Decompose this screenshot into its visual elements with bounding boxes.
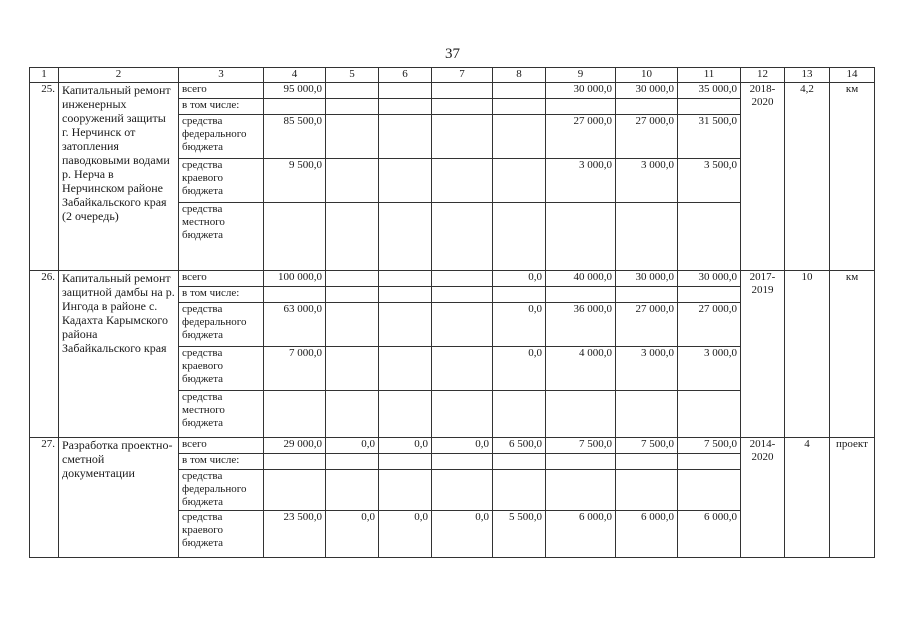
amount-cell <box>678 470 741 511</box>
amount-cell: 30 000,0 <box>616 83 678 99</box>
header-cell: 7 <box>432 68 493 83</box>
amount-cell: 31 500,0 <box>678 115 741 159</box>
funding-source-label: средства федерального бюджета <box>179 303 264 347</box>
amount-cell <box>432 115 493 159</box>
amount-cell <box>432 203 493 271</box>
amount-cell: 30 000,0 <box>616 271 678 287</box>
amount-cell: 0,0 <box>493 303 546 347</box>
funding-source-label: всего <box>179 438 264 454</box>
amount-cell: 85 500,0 <box>264 115 326 159</box>
amount-cell <box>264 203 326 271</box>
funding-source-label: средства местного бюджета <box>179 203 264 271</box>
amount-cell <box>379 203 432 271</box>
amount-cell <box>326 271 379 287</box>
header-cell: 1 <box>30 68 59 83</box>
table-row <box>30 438 875 454</box>
header-cell: 11 <box>678 68 741 83</box>
item-number: 27. <box>30 438 59 558</box>
amount-cell: 7 500,0 <box>616 438 678 454</box>
amount-cell <box>379 159 432 203</box>
amount-cell: 40 000,0 <box>546 271 616 287</box>
item-name: Капитальный ремонт инженерных сооружений защиты г. Нерчинск от затопления паводковыми водами р. Нерча в Нерчинском районе Забайкальского края (2 очередь) <box>59 83 179 271</box>
amount-cell: 0,0 <box>379 511 432 558</box>
amount-cell <box>493 203 546 271</box>
table-body <box>30 68 875 558</box>
amount-cell: 5 500,0 <box>493 511 546 558</box>
page-number: 37 <box>445 46 460 62</box>
header-cell: 12 <box>741 68 785 83</box>
amount-cell <box>379 347 432 391</box>
amount-cell: 0,0 <box>432 438 493 454</box>
amount-cell <box>326 347 379 391</box>
amount-cell <box>493 83 546 99</box>
amount-cell <box>546 470 616 511</box>
item-unit: км <box>830 83 875 271</box>
amount-cell <box>379 83 432 99</box>
amount-cell <box>432 287 493 303</box>
amount-cell: 27 000,0 <box>546 115 616 159</box>
amount-cell <box>546 287 616 303</box>
amount-cell <box>326 287 379 303</box>
amount-cell: 3 500,0 <box>678 159 741 203</box>
amount-cell <box>678 454 741 470</box>
amount-cell <box>616 391 678 438</box>
amount-cell: 27 000,0 <box>616 303 678 347</box>
funding-source-label: в том числе: <box>179 287 264 303</box>
item-period: 2017- 2019 <box>741 271 785 438</box>
funding-source-label: средства краевого бюджета <box>179 511 264 558</box>
amount-cell: 30 000,0 <box>546 83 616 99</box>
amount-cell <box>493 159 546 203</box>
funding-source-label: средства краевого бюджета <box>179 159 264 203</box>
item-unit: проект <box>830 438 875 558</box>
amount-cell <box>546 203 616 271</box>
amount-cell <box>432 99 493 115</box>
funding-source-label: средства краевого бюджета <box>179 347 264 391</box>
amount-cell: 0,0 <box>379 438 432 454</box>
item-quantity: 10 <box>785 271 830 438</box>
amount-cell: 0,0 <box>432 511 493 558</box>
amount-cell <box>379 271 432 287</box>
amount-cell: 0,0 <box>493 347 546 391</box>
amount-cell <box>432 391 493 438</box>
header-cell: 4 <box>264 68 326 83</box>
header-cell: 10 <box>616 68 678 83</box>
header-cell: 8 <box>493 68 546 83</box>
amount-cell: 7 500,0 <box>546 438 616 454</box>
amount-cell: 95 000,0 <box>264 83 326 99</box>
amount-cell: 27 000,0 <box>616 115 678 159</box>
header-cell: 13 <box>785 68 830 83</box>
item-quantity: 4 <box>785 438 830 558</box>
item-period: 2018- 2020 <box>741 83 785 271</box>
amount-cell <box>432 271 493 287</box>
amount-cell <box>493 470 546 511</box>
amount-cell: 3 000,0 <box>546 159 616 203</box>
amount-cell: 6 500,0 <box>493 438 546 454</box>
amount-cell <box>678 391 741 438</box>
header-cell: 3 <box>179 68 264 83</box>
funding-source-label: средства федерального бюджета <box>179 470 264 511</box>
table-row <box>30 83 875 99</box>
amount-cell: 0,0 <box>326 511 379 558</box>
amount-cell <box>326 159 379 203</box>
amount-cell: 7 000,0 <box>264 347 326 391</box>
amount-cell <box>264 454 326 470</box>
amount-cell <box>432 347 493 391</box>
amount-cell: 100 000,0 <box>264 271 326 287</box>
amount-cell <box>379 287 432 303</box>
amount-cell: 0,0 <box>493 271 546 287</box>
amount-cell: 6 000,0 <box>616 511 678 558</box>
header-cell: 5 <box>326 68 379 83</box>
header-cell: 6 <box>379 68 432 83</box>
amount-cell: 3 000,0 <box>616 347 678 391</box>
amount-cell <box>432 83 493 99</box>
amount-cell: 63 000,0 <box>264 303 326 347</box>
amount-cell <box>678 287 741 303</box>
amount-cell <box>326 83 379 99</box>
amount-cell <box>326 454 379 470</box>
amount-cell: 29 000,0 <box>264 438 326 454</box>
amount-cell <box>432 454 493 470</box>
header-cell: 14 <box>830 68 875 83</box>
item-name: Разработка проектно-сметной документации <box>59 438 179 558</box>
header-row <box>30 68 875 83</box>
amount-cell <box>546 391 616 438</box>
amount-cell <box>493 391 546 438</box>
amount-cell <box>379 99 432 115</box>
amount-cell <box>264 470 326 511</box>
header-cell: 9 <box>546 68 616 83</box>
amount-cell <box>379 115 432 159</box>
program-table <box>29 67 875 558</box>
amount-cell <box>379 454 432 470</box>
amount-cell <box>264 391 326 438</box>
item-period: 2014- 2020 <box>741 438 785 558</box>
amount-cell <box>379 303 432 347</box>
amount-cell: 30 000,0 <box>678 271 741 287</box>
amount-cell <box>678 203 741 271</box>
amount-cell <box>326 99 379 115</box>
funding-source-label: всего <box>179 83 264 99</box>
amount-cell: 4 000,0 <box>546 347 616 391</box>
amount-cell: 3 000,0 <box>616 159 678 203</box>
amount-cell <box>493 99 546 115</box>
amount-cell: 35 000,0 <box>678 83 741 99</box>
item-name: Капитальный ремонт защитной дамбы на р. Ингода в районе с. Кадахта Карымского района Забайкальского края <box>59 271 179 438</box>
amount-cell <box>326 203 379 271</box>
funding-source-label: в том числе: <box>179 99 264 115</box>
amount-cell <box>326 391 379 438</box>
amount-cell <box>678 99 741 115</box>
amount-cell <box>546 99 616 115</box>
amount-cell <box>264 287 326 303</box>
amount-cell <box>493 287 546 303</box>
amount-cell <box>432 159 493 203</box>
amount-cell: 27 000,0 <box>678 303 741 347</box>
amount-cell <box>432 470 493 511</box>
table-row <box>30 271 875 287</box>
item-unit: км <box>830 271 875 438</box>
amount-cell <box>326 303 379 347</box>
header-cell: 2 <box>59 68 179 83</box>
amount-cell <box>616 203 678 271</box>
funding-source-label: всего <box>179 271 264 287</box>
amount-cell: 6 000,0 <box>546 511 616 558</box>
amount-cell <box>379 391 432 438</box>
amount-cell: 23 500,0 <box>264 511 326 558</box>
amount-cell <box>326 470 379 511</box>
funding-source-label: средства федерального бюджета <box>179 115 264 159</box>
amount-cell <box>326 115 379 159</box>
amount-cell: 3 000,0 <box>678 347 741 391</box>
amount-cell <box>493 115 546 159</box>
amount-cell <box>379 470 432 511</box>
amount-cell <box>616 287 678 303</box>
funding-source-label: средства местного бюджета <box>179 391 264 438</box>
amount-cell <box>432 303 493 347</box>
amount-cell <box>546 454 616 470</box>
item-number: 26. <box>30 271 59 438</box>
amount-cell: 36 000,0 <box>546 303 616 347</box>
amount-cell <box>616 454 678 470</box>
amount-cell <box>264 99 326 115</box>
amount-cell <box>493 454 546 470</box>
amount-cell: 0,0 <box>326 438 379 454</box>
amount-cell: 7 500,0 <box>678 438 741 454</box>
amount-cell <box>616 99 678 115</box>
funding-source-label: в том числе: <box>179 454 264 470</box>
item-number: 25. <box>30 83 59 271</box>
amount-cell: 6 000,0 <box>678 511 741 558</box>
amount-cell <box>616 470 678 511</box>
item-quantity: 4,2 <box>785 83 830 271</box>
amount-cell: 9 500,0 <box>264 159 326 203</box>
